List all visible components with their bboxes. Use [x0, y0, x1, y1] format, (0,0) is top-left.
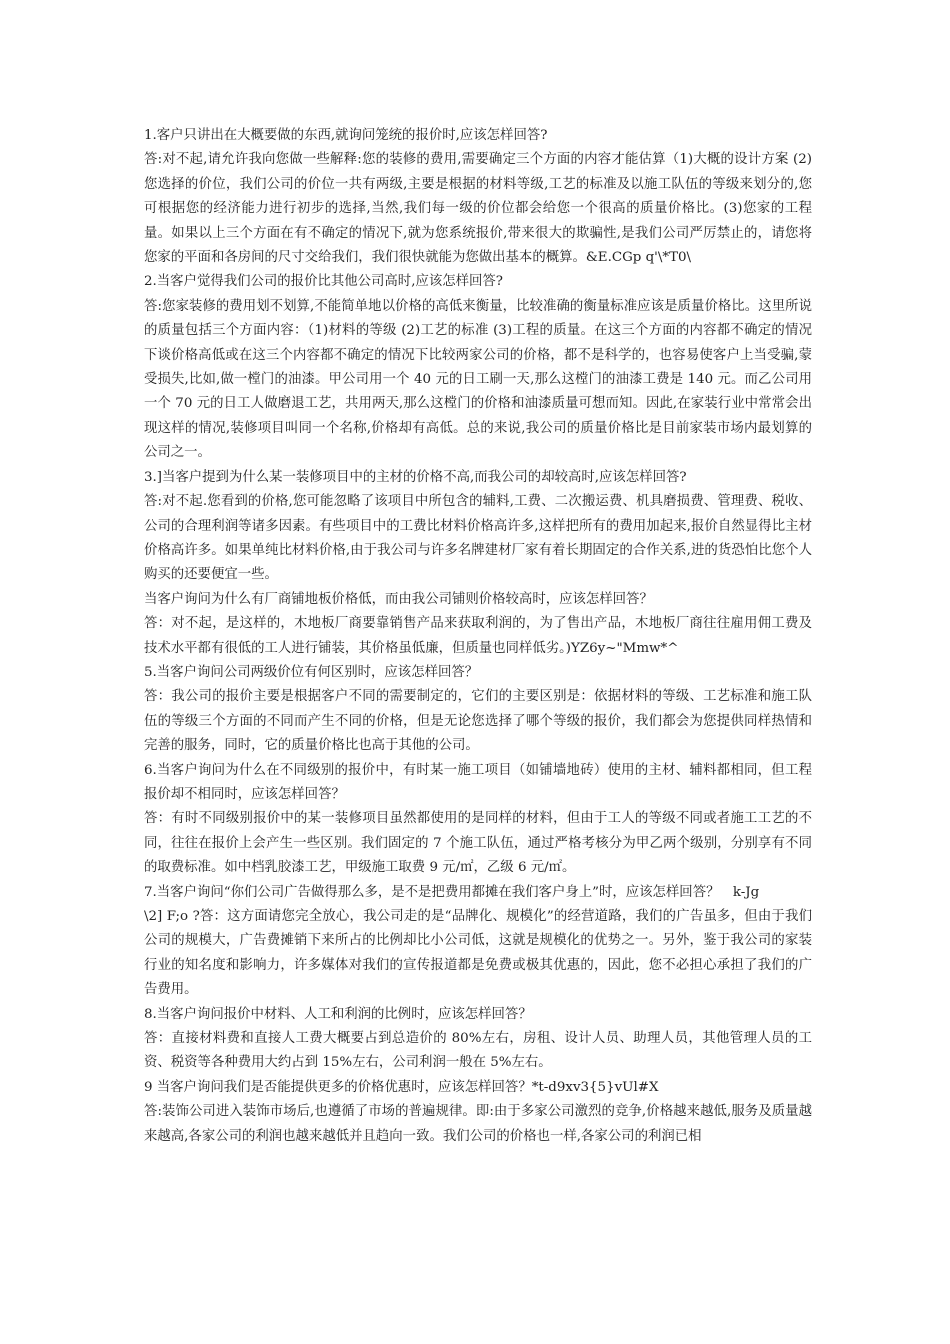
question-7: 7.当客户询问“你们公司广告做得那么多，是不是把费用都摊在我们客户身上”时，应该怎样回答？ k-Jg [144, 884, 760, 900]
answer-6: 答：有时不同级别报价中的某一装修项目虽然都使用的是同样的材料，但由于工人的等级不同或者施工工艺的不同，往往在报价上会产生一些区别。我们固定的 7 个施工队伍，通过严格考核分为甲乙两个级别，分别享有不同的取费标准。如中档乳胶漆工艺，甲级施工取费 9 元/㎡，乙级 6 元/㎡。 [144, 811, 812, 876]
answer-9: 答:装饰公司进入装饰市场后,也遵循了市场的普遍规律。即:由于多家公司激烈的竞争,价格越来越低,服务及质量越来越高,各家公司的利润也越来越低并且趋向一致。我们公司的价格也一样,各家公司的利润已相 [144, 1104, 812, 1144]
answer-5: 答：我公司的报价主要是根据客户不同的需要制定的，它们的主要区别是：依据材料的等级、工艺标准和施工队伍的等级三个方面的不同而产生不同的价格，但是无论您选择了哪个等级的报价，我们都会为您提供同样热情和完善的服务，同时，它的质量价格比也高于其他的公司。 [144, 689, 812, 754]
question-5: 5.当客户询问公司两级价位有何区别时，应该怎样回答？ [144, 664, 479, 680]
answer-4: 答：对不起，是这样的，木地板厂商要靠销售产品来获取利润的，为了售出产品，木地板厂商往往雇用佣工费及技术水平都有很低的工人进行铺装，其价格虽低廉，但质量也同样低劣。)YZ6y~"Mmw*^ [144, 616, 812, 656]
question-2: 2.当客户觉得我们公司的报价比其他公司高时,应该怎样回答? [144, 274, 503, 290]
question-4: 当客户询问为什么有厂商铺地板价格低，而由我公司铺则价格较高时，应该怎样回答？ [144, 591, 653, 607]
question-3: 3.]当客户提到为什么某一装修项目中的主材的价格不高,而我公司的却较高时,应该怎样回答? [144, 469, 687, 485]
question-8: 8.当客户询问报价中材料、人工和利润的比例时，应该怎样回答？ [144, 1006, 532, 1022]
answer-8: 答：直接材料费和直接人工费大概要占到总造价的 80%左右，房租、设计人员、助理人员，其他管理人员的工资、税资等各种费用大约占到 15%左右，公司利润一般在 5%左右。 [144, 1031, 812, 1071]
document-body [144, 124, 812, 1149]
question-6: 6.当客户询问为什么在不同级别的报价中，有时某一施工项目（如铺墙地砖）使用的主材、辅料都相同，但工程报价却不相同时，应该怎样回答？ [144, 762, 812, 802]
question-9: 9 当客户询问我们是否能提供更多的价格优惠时，应该怎样回答？*t-d9xv3{5}vUl#X [144, 1079, 659, 1095]
answer-1: 答:对不起,请允许我向您做一些解释:您的装修的费用,需要确定三个方面的内容才能估算（1)大概的设计方案 (2)您选择的价位，我们公司的价位一共有两级,主要是根据的材料等级,工艺的标准及以施工队伍的等级来划分的,您可根据您的经济能力进行初步的选择,当然,我们每一级的价位都会给您一个很高的质量价格比。(3)您家的工程量。如果以上三个方面在有不确定的情况下,就为您系统报价,带来很大的欺骗性,是我们公司严厉禁止的，请您将您家的平面和各房间的尺寸交给我们，我们很快就能为您做出基本的概算。&E.CGp q'\*T0\ [144, 152, 812, 266]
answer-3: 答:对不起.您看到的价格,您可能忽略了该项目中所包含的辅料,工费、二次搬运费、机具磨损费、管理费、税收、公司的合理利润等诸多因素。有些项目中的工费比材料价格高许多,这样把所有的费用加起来,报价自然显得比主材价格高许多。如果单纯比材料价格,由于我公司与许多名牌建材厂家有着长期固定的合作关系,进的货恐怕比您个人购买的还要便宜一些。 [144, 494, 812, 583]
question-1: 1.客户只讲出在大概要做的东西,就询问笼统的报价时,应该怎样回答? [144, 128, 548, 143]
answer-7: \2] F;o ?答：这方面请您完全放心，我公司走的是“品牌化、规模化”的经营道路，我们的广告虽多，但由于我们公司的规模大，广告费摊销下来所占的比例却比小公司低，这就是规模化的优势之一。另外，鉴于我公司的家装行业的知名度和影响力，许多媒体对我们的宣传报道都是免费或极其优惠的，因此，您不必担心承担了我们的广告费用。 [144, 909, 812, 998]
answer-2: 答:您家装修的费用划不划算,不能简单地以价格的高低来衡量，比较准确的衡量标准应该是质量价格比。这里所说的质量包括三个方面内容：（1)材料的等级 (2)工艺的标准 (3)工程的质量。在这三个方面的内容都不确定的情况下谈价格高低或在这三个内容都不确定的情况下比较两家公司的价格，都不是科学的，也容易使客户上当受骗,蒙受损失,比如,做一樘门的油漆。甲公司用一个 40 元的日工刷一天,那么这樘门的油漆工费是 140 元。而乙公司用一个 70 元的日工人做磨退工艺，共用两天,那么这樘门的价格和油漆质量可想而知。因此,在家装行业中常常会出现这样的情况,装修项目叫同一个名称,价格却有高低。总的来说,我公司的质量价格比是目前家装市场内最划算的公司之一。 [144, 298, 812, 461]
